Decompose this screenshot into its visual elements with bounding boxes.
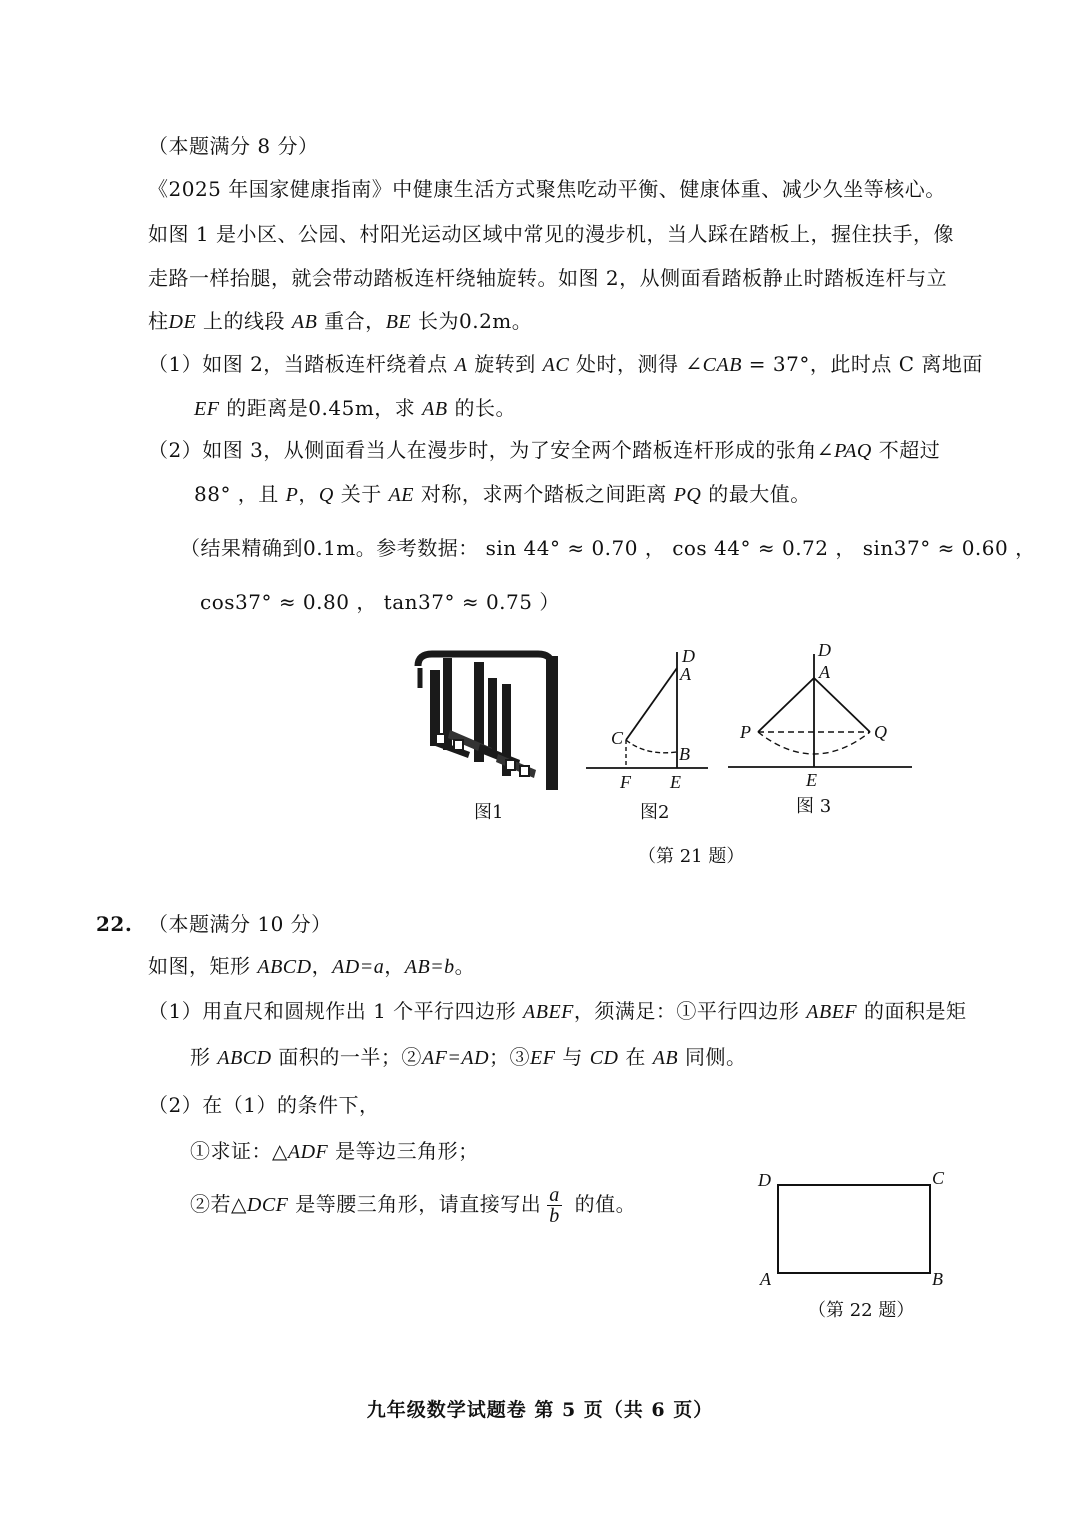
fig2-diagram (580, 640, 715, 795)
rect-label-d: D (758, 1170, 771, 1190)
q21-header: （本题满分 8 分） (148, 134, 319, 158)
q21-intro-line-3: 走路一样抬腿，就会带动踏板连杆绕轴旋转。如图 2，从侧面看踏板静止时踏板连杆与立 (148, 266, 948, 290)
fig2-arc (626, 740, 677, 753)
fig3-label-p: P (740, 722, 751, 742)
q22-part2: （2）在（1）的条件下， (148, 1093, 380, 1117)
fig3-caption: 图 3 (796, 796, 832, 817)
q21-part1-line-1: （1）如图 2，当踏板连杆绕着点 A 旋转到 AC 处时，测得 ∠CAB = 37°，此时点 C 离地面 (148, 352, 983, 376)
q21-part1-line-2: EF 的距离是0.45m，求 AB 的长。 (194, 396, 516, 420)
fig3-label-a: A (819, 662, 830, 682)
q22-figure-caption: （第 22 题） (808, 1300, 915, 1321)
q22-sub2: ②若△DCF 是等腰三角形，请直接写出 $\frac{a}{b}$ 的值。 (190, 1184, 637, 1227)
q22-header: （本题满分 10 分） (148, 912, 332, 936)
q21-reference-data-line-1: （结果精确到0.1m。参考数据： sin 44° ≈ 0.70 ， cos 44° ≈ 0.72 ， sin37° ≈ 0.60 ， (180, 536, 1036, 560)
fig2-caption: 图2 (640, 802, 670, 823)
fig3-label-d: D (818, 640, 831, 660)
fig1-walking-machine-image (410, 648, 570, 793)
fraction-a-over-b: $\frac{a}{b}$ (549, 1184, 560, 1227)
q22-rectangle-figure (750, 1160, 960, 1295)
q22-number: 22. (96, 912, 133, 936)
rect-label-a: A (760, 1269, 771, 1289)
fig3-diagram (722, 636, 917, 794)
page-footer: 九年级数学试题卷 第 5 页（共 6 页） (366, 1399, 714, 1421)
fig3-label-q: Q (874, 722, 887, 742)
fig2-label-f: F (620, 772, 631, 792)
q22-intro: 如图，矩形 ABCD，AD=a，AB=b。 (148, 954, 476, 978)
rect-label-b: B (932, 1269, 943, 1289)
q21-intro-line-2: 如图 1 是小区、公园、村阳光运动区域中常见的漫步机，当人踩在踏板上，握住扶手，像 (148, 222, 954, 246)
fig3-label-e: E (806, 770, 817, 790)
fig3-segment-aq (814, 678, 870, 732)
q22-part1-line-2: 形 ABCD 面积的一半；②AF=AD；③EF 与 CD 在 AB 同侧。 (190, 1045, 747, 1069)
q21-intro-line-1: 《2025 年国家健康指南》中健康生活方式聚焦吃动平衡、健康体重、减少久坐等核心。 (148, 177, 946, 201)
fig2-label-c: C (611, 728, 624, 748)
fig2-label-d: D (682, 646, 695, 666)
rectangle-abcd (778, 1185, 930, 1273)
rect-label-c: C (932, 1168, 945, 1188)
q22-part1-line-1: （1）用直尺和圆规作出 1 个平行四边形 ABEF，须满足：①平行四边形 ABEF 的面积是矩 (148, 999, 967, 1023)
fig3-segment-ap (758, 678, 814, 732)
fig2-label-b: B (679, 744, 690, 764)
fig2-label-e: E (670, 772, 681, 792)
fig2-segment-ac (626, 668, 677, 740)
fig2-label-a: A (680, 664, 691, 684)
q21-reference-data-line-2: cos37° ≈ 0.80 ， tan37° ≈ 0.75 ） (200, 590, 560, 614)
q22-sub1: ①求证：△ADF 是等边三角形； (190, 1139, 479, 1163)
q21-intro-line-4: 柱DE 上的线段 AB 重合，BE 长为0.2m。 (148, 309, 533, 333)
fig1-caption: 图1 (474, 802, 504, 823)
q21-part2-line-1: （2）如图 3，从侧面看当人在漫步时，为了安全两个踏板连杆形成的张角∠PAQ 不超过 (148, 438, 941, 462)
q21-figure-caption: （第 21 题） (638, 846, 745, 867)
q21-part2-line-2: 88° ，且 P，Q 关于 AE 对称，求两个踏板之间距离 PQ 的最大值。 (194, 482, 811, 506)
